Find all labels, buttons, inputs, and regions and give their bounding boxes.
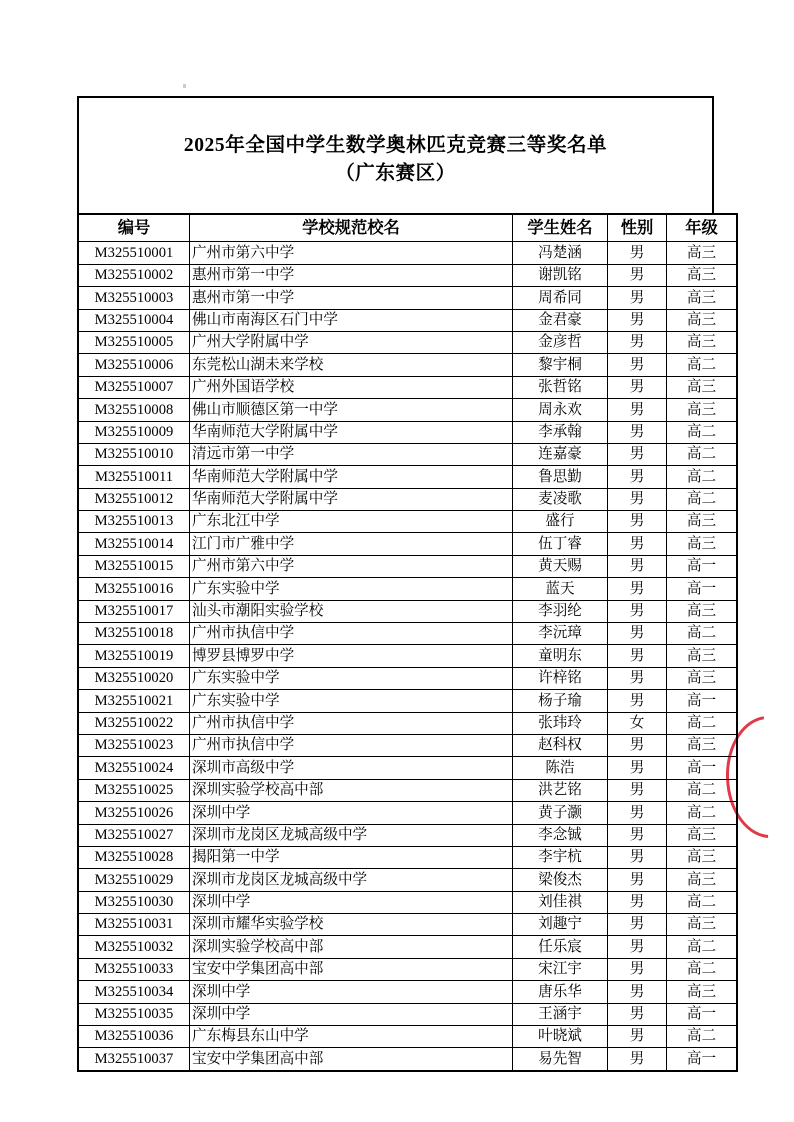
award-roster-table — [77, 213, 738, 1071]
document-title-block — [77, 96, 714, 213]
table-row — [78, 1048, 737, 1071]
cell-grade: 高三 — [667, 914, 738, 936]
cell-grade: 高三 — [667, 533, 738, 555]
cell-name: 李承翰 — [513, 421, 608, 443]
cell-school: 广州市第六中学 — [190, 555, 513, 577]
cell-id: M325510029 — [78, 869, 190, 891]
table-row — [78, 421, 737, 443]
cell-sex: 男 — [608, 779, 667, 801]
cell-id: M325510013 — [78, 511, 190, 533]
cell-school: 深圳市龙岗区龙城高级中学 — [190, 869, 513, 891]
cell-school: 宝安中学集团高中部 — [190, 958, 513, 980]
cell-name: 陈浩 — [513, 757, 608, 779]
column-header-sex: 性别 — [608, 214, 667, 242]
cell-id: M325510002 — [78, 264, 190, 286]
cell-sex: 男 — [608, 399, 667, 421]
table-row — [78, 466, 737, 488]
cell-sex: 男 — [608, 869, 667, 891]
cell-school: 广州市执信中学 — [190, 734, 513, 756]
table-header-row — [78, 214, 737, 242]
cell-id: M325510036 — [78, 1026, 190, 1048]
cell-grade: 高二 — [667, 354, 738, 376]
cell-grade: 高二 — [667, 779, 738, 801]
cell-id: M325510011 — [78, 466, 190, 488]
cell-school: 广州市执信中学 — [190, 712, 513, 734]
cell-sex: 男 — [608, 555, 667, 577]
cell-name: 金君豪 — [513, 309, 608, 331]
cell-grade: 高一 — [667, 757, 738, 779]
cell-id: M325510025 — [78, 779, 190, 801]
cell-school: 广州外国语学校 — [190, 376, 513, 398]
cell-name: 刘佳祺 — [513, 891, 608, 913]
cell-name: 赵科权 — [513, 734, 608, 756]
cell-name: 洪艺铭 — [513, 779, 608, 801]
table-row — [78, 1026, 737, 1048]
cell-sex: 男 — [608, 936, 667, 958]
cell-grade: 高二 — [667, 802, 738, 824]
cell-grade: 高一 — [667, 555, 738, 577]
cell-sex: 男 — [608, 690, 667, 712]
cell-id: M325510012 — [78, 488, 190, 510]
cell-grade: 高一 — [667, 690, 738, 712]
table-row — [78, 623, 737, 645]
document-sheet — [77, 96, 718, 1072]
scan-artifact-speck — [183, 84, 186, 88]
table-row — [78, 488, 737, 510]
table-row — [78, 936, 737, 958]
cell-school: 华南师范大学附属中学 — [190, 466, 513, 488]
cell-name: 张玮玲 — [513, 712, 608, 734]
cell-name: 刘趣宁 — [513, 914, 608, 936]
cell-id: M325510014 — [78, 533, 190, 555]
cell-id: M325510030 — [78, 891, 190, 913]
cell-grade: 高二 — [667, 712, 738, 734]
cell-sex: 男 — [608, 645, 667, 667]
cell-grade: 高三 — [667, 331, 738, 353]
table-row — [78, 690, 737, 712]
table-row — [78, 846, 737, 868]
cell-grade: 高二 — [667, 891, 738, 913]
cell-id: M325510034 — [78, 981, 190, 1003]
page-title: 2025年全国中学生数学奥林匹克竞赛三等奖名单 — [183, 135, 608, 156]
cell-sex: 男 — [608, 667, 667, 689]
table-row — [78, 712, 737, 734]
cell-name: 张哲铭 — [513, 376, 608, 398]
cell-school: 广州大学附属中学 — [190, 331, 513, 353]
cell-name: 王涵宇 — [513, 1003, 608, 1025]
cell-school: 广州市第六中学 — [190, 242, 513, 264]
cell-grade: 高三 — [667, 399, 738, 421]
cell-name: 李沅璋 — [513, 623, 608, 645]
cell-school: 东莞松山湖未来学校 — [190, 354, 513, 376]
cell-name: 周希同 — [513, 287, 608, 309]
cell-id: M325510031 — [78, 914, 190, 936]
cell-sex: 男 — [608, 421, 667, 443]
table-row — [78, 354, 737, 376]
cell-grade: 高三 — [667, 734, 738, 756]
cell-school: 佛山市南海区石门中学 — [190, 309, 513, 331]
cell-id: M325510016 — [78, 578, 190, 600]
table-row — [78, 824, 737, 846]
column-header-id: 编号 — [78, 214, 190, 242]
table-row — [78, 958, 737, 980]
cell-name: 唐乐华 — [513, 981, 608, 1003]
cell-school: 博罗县博罗中学 — [190, 645, 513, 667]
table-row — [78, 309, 737, 331]
cell-id: M325510033 — [78, 958, 190, 980]
cell-grade: 高二 — [667, 466, 738, 488]
cell-sex: 男 — [608, 578, 667, 600]
cell-id: M325510015 — [78, 555, 190, 577]
table-row — [78, 555, 737, 577]
cell-sex: 男 — [608, 488, 667, 510]
cell-grade: 高三 — [667, 264, 738, 286]
cell-school: 清远市第一中学 — [190, 443, 513, 465]
table-row — [78, 533, 737, 555]
table-row — [78, 802, 737, 824]
cell-id: M325510024 — [78, 757, 190, 779]
cell-grade: 高二 — [667, 958, 738, 980]
cell-grade: 高二 — [667, 936, 738, 958]
cell-sex: 男 — [608, 958, 667, 980]
cell-id: M325510027 — [78, 824, 190, 846]
table-row — [78, 1003, 737, 1025]
cell-id: M325510022 — [78, 712, 190, 734]
cell-name: 任乐宸 — [513, 936, 608, 958]
cell-id: M325510035 — [78, 1003, 190, 1025]
cell-school: 广东北江中学 — [190, 511, 513, 533]
table-row — [78, 757, 737, 779]
cell-id: M325510023 — [78, 734, 190, 756]
cell-sex: 男 — [608, 1048, 667, 1071]
cell-grade: 高一 — [667, 578, 738, 600]
cell-school: 宝安中学集团高中部 — [190, 1048, 513, 1071]
cell-name: 杨子瑜 — [513, 690, 608, 712]
cell-grade: 高一 — [667, 1003, 738, 1025]
cell-sex: 男 — [608, 287, 667, 309]
cell-id: M325510009 — [78, 421, 190, 443]
cell-school: 深圳市龙岗区龙城高级中学 — [190, 824, 513, 846]
cell-school: 深圳市耀华实验学校 — [190, 914, 513, 936]
cell-id: M325510008 — [78, 399, 190, 421]
column-header-grade: 年级 — [667, 214, 738, 242]
cell-school: 深圳中学 — [190, 1003, 513, 1025]
cell-id: M325510021 — [78, 690, 190, 712]
cell-name: 冯楚涵 — [513, 242, 608, 264]
cell-grade: 高三 — [667, 846, 738, 868]
cell-id: M325510006 — [78, 354, 190, 376]
table-row — [78, 600, 737, 622]
cell-school: 深圳中学 — [190, 802, 513, 824]
table-row — [78, 399, 737, 421]
table-row — [78, 331, 737, 353]
cell-sex: 男 — [608, 331, 667, 353]
cell-name: 李念铖 — [513, 824, 608, 846]
table-row — [78, 891, 737, 913]
cell-school: 惠州市第一中学 — [190, 264, 513, 286]
table-row — [78, 264, 737, 286]
page-subtitle: （广东赛区） — [335, 162, 456, 184]
cell-school: 广州市执信中学 — [190, 623, 513, 645]
cell-grade: 高二 — [667, 488, 738, 510]
table-row — [78, 869, 737, 891]
cell-id: M325510003 — [78, 287, 190, 309]
cell-sex: 男 — [608, 734, 667, 756]
cell-id: M325510028 — [78, 846, 190, 868]
cell-school: 广东实验中学 — [190, 578, 513, 600]
cell-grade: 高三 — [667, 309, 738, 331]
cell-sex: 男 — [608, 466, 667, 488]
cell-id: M325510005 — [78, 331, 190, 353]
cell-sex: 男 — [608, 914, 667, 936]
cell-id: M325510037 — [78, 1048, 190, 1071]
cell-grade: 高三 — [667, 600, 738, 622]
cell-id: M325510032 — [78, 936, 190, 958]
cell-sex: 男 — [608, 354, 667, 376]
table-row — [78, 645, 737, 667]
cell-sex: 男 — [608, 600, 667, 622]
cell-name: 黎宇桐 — [513, 354, 608, 376]
cell-sex: 男 — [608, 264, 667, 286]
column-header-name: 学生姓名 — [513, 214, 608, 242]
cell-sex: 男 — [608, 623, 667, 645]
cell-school: 广东实验中学 — [190, 667, 513, 689]
cell-sex: 男 — [608, 443, 667, 465]
table-row — [78, 914, 737, 936]
column-header-school: 学校规范校名 — [190, 214, 513, 242]
cell-grade: 高三 — [667, 869, 738, 891]
cell-sex: 男 — [608, 891, 667, 913]
cell-name: 蓝天 — [513, 578, 608, 600]
cell-sex: 男 — [608, 846, 667, 868]
cell-grade: 高三 — [667, 511, 738, 533]
cell-sex: 男 — [608, 802, 667, 824]
cell-name: 李宇杭 — [513, 846, 608, 868]
table-row — [78, 242, 737, 264]
cell-id: M325510010 — [78, 443, 190, 465]
cell-name: 鲁思勤 — [513, 466, 608, 488]
cell-grade: 高三 — [667, 287, 738, 309]
cell-grade: 高三 — [667, 376, 738, 398]
table-row — [78, 443, 737, 465]
cell-name: 梁俊杰 — [513, 869, 608, 891]
cell-id: M325510020 — [78, 667, 190, 689]
cell-grade: 高二 — [667, 421, 738, 443]
cell-grade: 高三 — [667, 981, 738, 1003]
cell-school: 深圳中学 — [190, 981, 513, 1003]
table-row — [78, 667, 737, 689]
cell-school: 惠州市第一中学 — [190, 287, 513, 309]
cell-name: 童明东 — [513, 645, 608, 667]
cell-id: M325510018 — [78, 623, 190, 645]
cell-school: 广东梅县东山中学 — [190, 1026, 513, 1048]
cell-name: 宋江宇 — [513, 958, 608, 980]
cell-sex: 男 — [608, 757, 667, 779]
cell-id: M325510004 — [78, 309, 190, 331]
cell-grade: 高三 — [667, 242, 738, 264]
cell-sex: 男 — [608, 981, 667, 1003]
cell-name: 李羽纶 — [513, 600, 608, 622]
table-row — [78, 578, 737, 600]
cell-school: 深圳市高级中学 — [190, 757, 513, 779]
cell-school: 华南师范大学附属中学 — [190, 421, 513, 443]
cell-id: M325510026 — [78, 802, 190, 824]
cell-name: 易先智 — [513, 1048, 608, 1071]
cell-sex: 男 — [608, 1003, 667, 1025]
cell-name: 许梓铭 — [513, 667, 608, 689]
cell-grade: 高三 — [667, 645, 738, 667]
table-body — [78, 242, 737, 1071]
table-header — [78, 214, 737, 242]
table-row — [78, 734, 737, 756]
table-row — [78, 376, 737, 398]
cell-id: M325510001 — [78, 242, 190, 264]
cell-school: 广东实验中学 — [190, 690, 513, 712]
cell-school: 深圳实验学校高中部 — [190, 779, 513, 801]
cell-sex: 男 — [608, 533, 667, 555]
cell-grade: 高一 — [667, 1048, 738, 1071]
table-row — [78, 511, 737, 533]
cell-sex: 男 — [608, 242, 667, 264]
cell-name: 黄子灏 — [513, 802, 608, 824]
cell-id: M325510017 — [78, 600, 190, 622]
cell-name: 伍丁睿 — [513, 533, 608, 555]
cell-name: 金彦哲 — [513, 331, 608, 353]
cell-name: 周永欢 — [513, 399, 608, 421]
table-row — [78, 287, 737, 309]
cell-school: 江门市广雅中学 — [190, 533, 513, 555]
cell-sex: 男 — [608, 376, 667, 398]
cell-grade: 高二 — [667, 1026, 738, 1048]
cell-school: 华南师范大学附属中学 — [190, 488, 513, 510]
cell-name: 盛行 — [513, 511, 608, 533]
cell-sex: 男 — [608, 1026, 667, 1048]
cell-name: 麦凌歌 — [513, 488, 608, 510]
cell-grade: 高二 — [667, 623, 738, 645]
cell-school: 揭阳第一中学 — [190, 846, 513, 868]
cell-school: 佛山市顺德区第一中学 — [190, 399, 513, 421]
cell-name: 叶晓斌 — [513, 1026, 608, 1048]
cell-school: 深圳实验学校高中部 — [190, 936, 513, 958]
cell-name: 黄天赐 — [513, 555, 608, 577]
table-row — [78, 779, 737, 801]
cell-name: 连嘉豪 — [513, 443, 608, 465]
cell-school: 汕头市潮阳实验学校 — [190, 600, 513, 622]
cell-grade: 高三 — [667, 667, 738, 689]
cell-name: 谢凯铭 — [513, 264, 608, 286]
cell-sex: 男 — [608, 511, 667, 533]
cell-grade: 高二 — [667, 443, 738, 465]
cell-sex: 男 — [608, 309, 667, 331]
cell-id: M325510007 — [78, 376, 190, 398]
cell-sex: 男 — [608, 824, 667, 846]
table-row — [78, 981, 737, 1003]
cell-id: M325510019 — [78, 645, 190, 667]
cell-school: 深圳中学 — [190, 891, 513, 913]
cell-grade: 高三 — [667, 824, 738, 846]
cell-sex: 女 — [608, 712, 667, 734]
